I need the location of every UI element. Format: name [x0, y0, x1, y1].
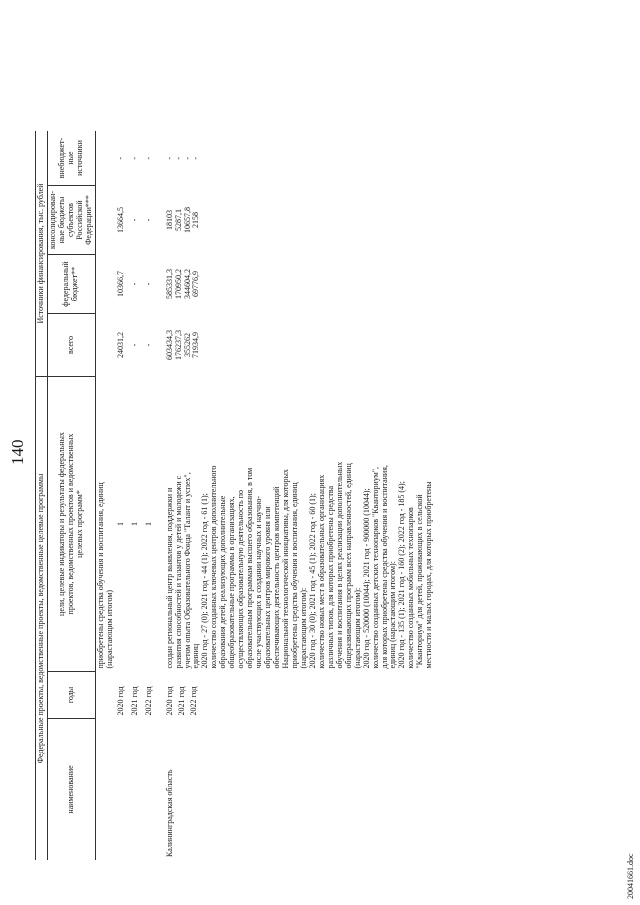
goal-text-line: образования детей, реализующих дополнительные — [218, 495, 228, 669]
region-regional: 18103 5287,1 10657,8 2158 — [164, 207, 201, 233]
goal-text-line: 2020 год - 520000 (10044); 2021 год - 900000 (10044); — [361, 488, 371, 669]
table-row: 2021 год 1 - - - - — [129, 156, 139, 716]
goal-text-line: приобретены средства обучения и воспитания, единиц — [289, 482, 299, 669]
projects-header: Федеральные проекты, ведомственные проекты, ведомственные целевые программы — [36, 377, 48, 861]
goal-text-line: общеобразовательные программы в организациях, — [227, 496, 237, 669]
region-totals: 603434,3 176237,3 355262 71934,9 — [164, 330, 201, 360]
page-number: 140 — [8, 439, 27, 465]
goal-text-line: единиц (нарастающим итогом): — [388, 561, 398, 669]
goal-text-line: 2020 год - 30 (0); 2021 год - 45 (1); 2022 год - 60 (1); — [307, 493, 317, 669]
region-extra: - - - - — [164, 156, 201, 160]
goal-text-line: Национальной технологической инициативы, для которых — [281, 469, 291, 669]
goal-text-line: местности и малых городах, для которых приобретены — [424, 481, 434, 669]
col-goals-header: цели, целевые индикаторы и результаты федеральных проектов, ведомственных проектов и ведомственных целевых программ* — [47, 377, 95, 672]
goal-text-line: обеспечивающих деятельность центров компетенций — [272, 486, 282, 669]
col-regional-header: консолидирован- ные бюджеты субъектов Российской Федерации*** — [47, 186, 95, 255]
goal-text-line: количество созданных детских технопарков "Кванториум", — [370, 466, 380, 669]
goal-text-line: осуществляющих образовательную деятельность по — [236, 489, 246, 669]
goal-text-line: (нарастающим итогом): — [352, 587, 362, 669]
table-row — [158, 131, 436, 860]
goal-text-line: количество созданных ключевых центров дополнительного — [209, 465, 219, 669]
region-name: Калининградская область — [164, 769, 174, 857]
goal-text-line: количество созданных мобильных технопарков — [406, 507, 416, 669]
goal-text-line: единиц — [191, 643, 201, 669]
goal-text-line: обучения и воспитания в целях реализации дополнительных — [334, 461, 344, 669]
goal-text-line: образовательным программам высшего образования, в том — [245, 467, 255, 669]
table-row — [95, 131, 115, 860]
goal-text-line: количество новых мест в образовательных организациях — [316, 474, 326, 669]
goal-text-line: 2020 год - 27 (0); 2021 год - 44 (1); 2022 год - 61 (1); — [200, 493, 210, 669]
footer-filename: 20041661.doc — [626, 853, 635, 899]
goal-text-line: для которых приобретены средства обучения и воспитания, — [379, 465, 389, 669]
funding-table — [35, 131, 435, 860]
table-row: 2020 год 1 24031,2 10366,7 13664,5 - — [115, 156, 125, 716]
goal-text-line: общеразвивающих программ всех направленностей, единиц — [343, 463, 353, 669]
goal-text-line: образовательных центров мирового уровня или — [263, 506, 273, 669]
col-total-header: всего — [47, 314, 95, 377]
region-federal: 585331,3 170950,2 344604,2 69776,9 — [164, 269, 201, 299]
col-federal-header: федеральный бюджет** — [47, 255, 95, 314]
goal-text-line: (нарастающим итогом): — [298, 587, 308, 669]
block1-text: приобретены средства обучения и воспитания, единиц (нарастающим итогом) — [95, 482, 114, 669]
col-name-header: наименование — [47, 719, 95, 861]
region-years: 2020 год 2021 год 2022 год — [164, 686, 198, 716]
funding-header: Источники финансирования, тыс. рублей — [36, 131, 48, 377]
goal-text-line: числе участвующих в создании научных и научно- — [254, 495, 264, 669]
goal-text-line: различных типов, для которых приобретены средства — [325, 485, 335, 669]
goal-text-line: 2020 год - 135 (1); 2021 год - 160 (2); 2022 год - 185 (4); — [397, 481, 407, 669]
table-row: 2022 год 1 - - - - — [143, 156, 153, 716]
goal-text-line: развития способностей и талантов у детей и молодежи с — [173, 475, 183, 669]
goal-text-line: "Кванториум" для детей, проживающих в сельской — [415, 494, 425, 669]
region-goals-text — [158, 377, 436, 672]
goal-text-line: создан региональный центр выявления, поддержки и — [164, 487, 174, 669]
col-years-header: годы — [47, 672, 95, 719]
col-extra-header: внебюджет- ные источники — [47, 131, 95, 186]
goal-text-line: учетом опыта Образовательного Фонда "Талант и успех", — [182, 472, 192, 669]
